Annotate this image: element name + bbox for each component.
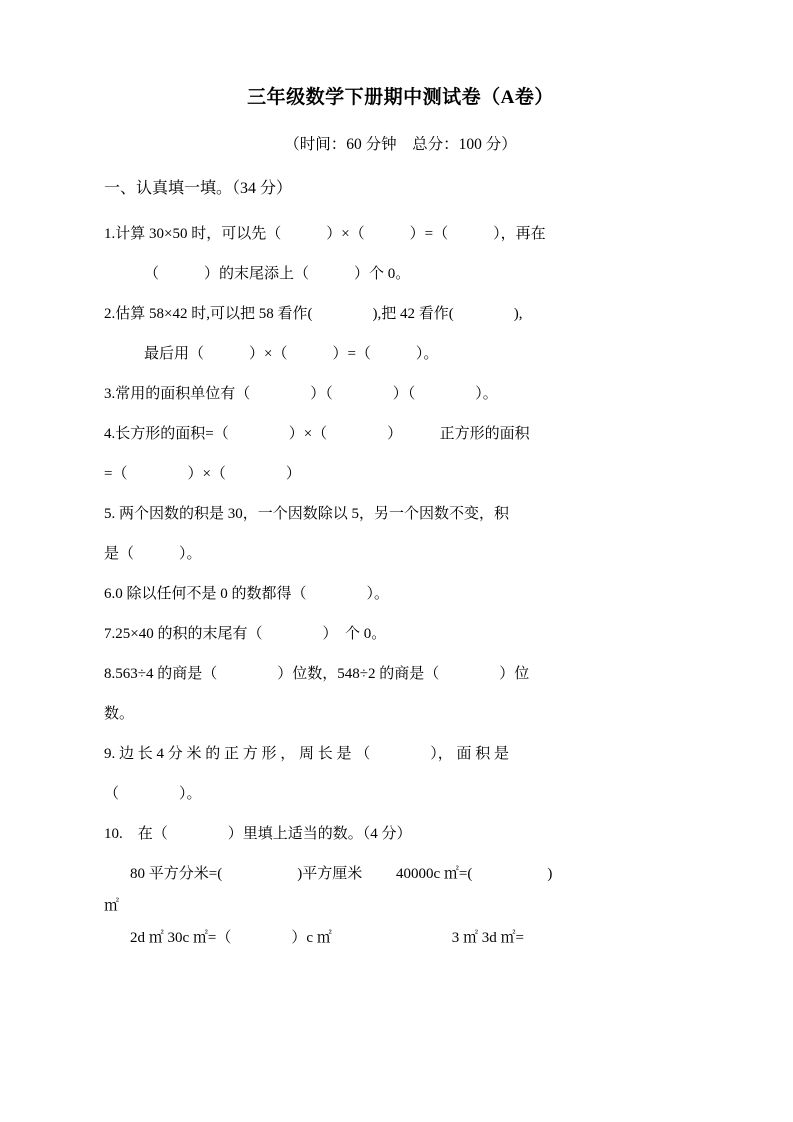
question-1-line1: 1.计算 30×50 时，可以先（ ）×（ ）=（ ），再在 bbox=[104, 226, 546, 243]
exam-info-subtitle: （时间：60 分钟 总分：100 分） bbox=[284, 135, 517, 153]
question-10-conversion-row-1: 80 平方分米=( )平方厘米 40000c ㎡=( ) bbox=[130, 866, 553, 883]
question-10-conversion-row-1-overflow: ㎡ bbox=[104, 898, 120, 915]
question-5-line2: 是（ ）。 bbox=[104, 546, 202, 563]
page-title: 三年级数学下册期中测试卷（A卷） bbox=[247, 87, 554, 108]
question-10-line1: 10. 在（ ）里填上适当的数。（4 分） bbox=[104, 826, 412, 843]
question-2-line2: 最后用（ ）×（ ）=（ ）。 bbox=[144, 346, 439, 363]
section-heading-fill-in-blanks: 一、认真填一填。（34 分） bbox=[104, 180, 293, 198]
question-10-conversion-row-2: 2d ㎡ 30c ㎡=（ ）c ㎡ 3 ㎡ 3d ㎡= bbox=[130, 930, 524, 947]
question-5-line1: 5. 两个因数的积是 30，一个因数除以 5，另一个因数不变，积 bbox=[104, 506, 510, 523]
question-3-line1: 3.常用的面积单位有（ ）（ ）（ ）。 bbox=[104, 386, 498, 403]
question-8-line1: 8.563÷4 的商是（ ）位数，548÷2 的商是（ ）位 bbox=[104, 666, 530, 683]
question-8-line2: 数。 bbox=[104, 706, 135, 723]
question-6-line1: 6.0 除以任何不是 0 的数都得（ ）。 bbox=[104, 586, 390, 603]
question-1-line2: （ ）的末尾添上（ ）个 0。 bbox=[144, 266, 411, 283]
question-4-line2: =（ ）×（ ） bbox=[104, 466, 301, 483]
question-9-line2: （ ）。 bbox=[104, 786, 202, 803]
question-7-line1: 7.25×40 的积的末尾有（ ） 个 0。 bbox=[104, 626, 387, 643]
question-2-line1: 2.估算 58×42 时,可以把 58 看作( ),把 42 看作( ), bbox=[104, 306, 523, 323]
question-9-line1: 9. 边 长 4 分 米 的 正 方 形 ， 周 长 是 （ ）， 面 积 是 bbox=[104, 746, 510, 763]
question-4-line1: 4.长方形的面积=（ ）×（ ） 正方形的面积 bbox=[104, 426, 530, 443]
